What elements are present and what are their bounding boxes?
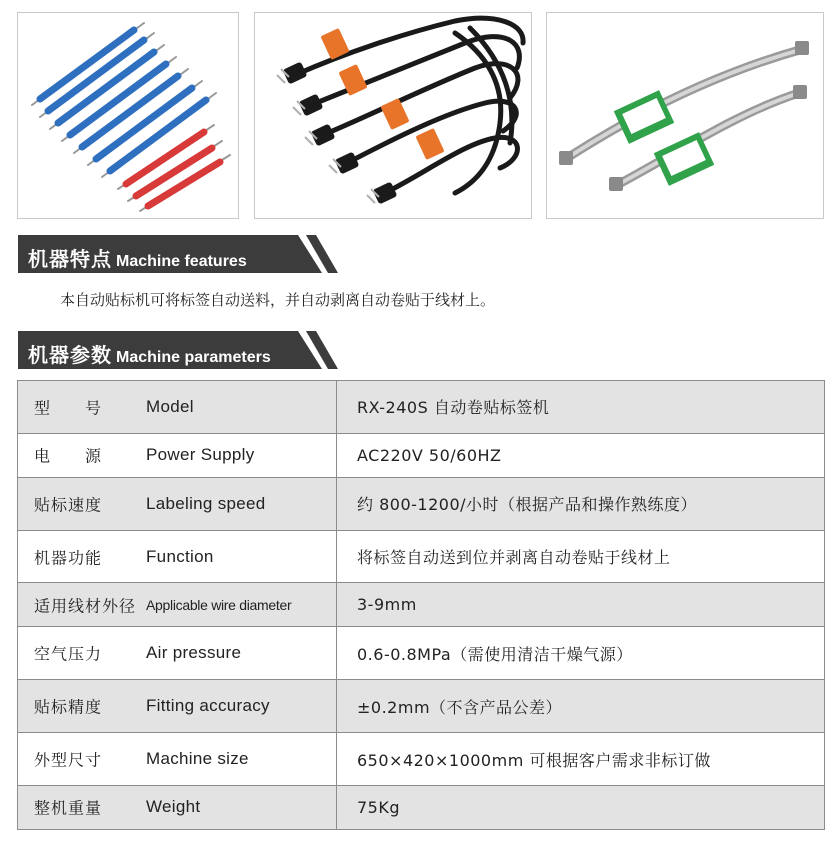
param-label [18, 627, 337, 680]
param-label-en: Machine size [146, 749, 249, 768]
param-value: 将标签自动送到位并剥离自动卷贴于线材上 [337, 530, 825, 583]
features-banner [18, 235, 338, 273]
parameters-banner [18, 331, 338, 369]
table-row [18, 530, 825, 583]
features-title-cn: 机器特点 [28, 247, 112, 271]
param-label [18, 583, 337, 627]
param-label-cn: 贴标精度 [34, 697, 103, 717]
features-title-en: Machine features [116, 253, 247, 270]
param-label-en: Weight [146, 797, 201, 817]
param-value: 75Kg [337, 785, 825, 829]
param-value: 约 800-1200/小时（根据产品和操作熟练度） [337, 477, 825, 530]
blue-probe [88, 81, 202, 165]
parameters-table [17, 380, 825, 830]
param-label-en: Fitting accuracy [146, 696, 270, 716]
table-row [18, 627, 825, 680]
param-value: 3-9mm [337, 583, 825, 627]
param-value: 650×420×1000mm 可根据客户需求非标订做 [337, 733, 825, 786]
param-label-cn: 整机重量 [34, 798, 103, 818]
param-label [18, 530, 337, 583]
table-row [18, 583, 825, 627]
param-value: AC220V 50/60HZ [337, 433, 825, 477]
param-label-en: Function [146, 546, 214, 566]
probe-illustration [18, 13, 238, 218]
param-label [18, 477, 337, 530]
parameters-title-cn: 机器参数 [28, 343, 112, 367]
param-value: RX-240S 自动卷贴标签机 [337, 381, 825, 434]
param-label-en: Model [146, 396, 194, 416]
braided-hose-photo [546, 12, 824, 219]
param-label [18, 381, 337, 434]
param-label-cn: 贴标速度 [34, 495, 103, 515]
power-cord-illustration [255, 13, 531, 218]
table-row [18, 785, 825, 829]
parameters-title-en: Machine parameters [116, 349, 271, 366]
param-label-cn: 适用线材外径 [34, 596, 137, 616]
param-value: 0.6-0.8MPa（需使用清洁干燥气源） [337, 627, 825, 680]
param-label-en: Applicable wire diameter [146, 596, 292, 613]
features-description: 本自动贴标机可将标签自动送料，并自动剥离自动卷贴于线材上。 [60, 291, 496, 309]
param-label [18, 733, 337, 786]
labeled-pen-photo [17, 12, 239, 219]
param-label-en: Power Supply [146, 445, 255, 465]
blue-probe [50, 45, 164, 129]
param-label [18, 433, 337, 477]
param-label-cn: 机器功能 [34, 548, 103, 568]
param-label [18, 680, 337, 733]
table-row [18, 433, 825, 477]
power-cord-photo [254, 12, 532, 219]
param-label-cn: 空气压力 [34, 644, 103, 664]
param-label [18, 785, 337, 829]
param-label-en: Air pressure [146, 643, 242, 663]
param-value: ±0.2mm（不含产品公差） [337, 680, 825, 733]
param-label-cn: 电 源 [34, 446, 103, 466]
table-row [18, 477, 825, 530]
table-row [18, 381, 825, 434]
table-row [18, 680, 825, 733]
hose-illustration [547, 13, 823, 218]
param-label-cn: 型 号 [34, 398, 103, 418]
param-label-cn: 外型尺寸 [34, 750, 103, 770]
table-row [18, 733, 825, 786]
param-label-en: Labeling speed [146, 493, 266, 513]
